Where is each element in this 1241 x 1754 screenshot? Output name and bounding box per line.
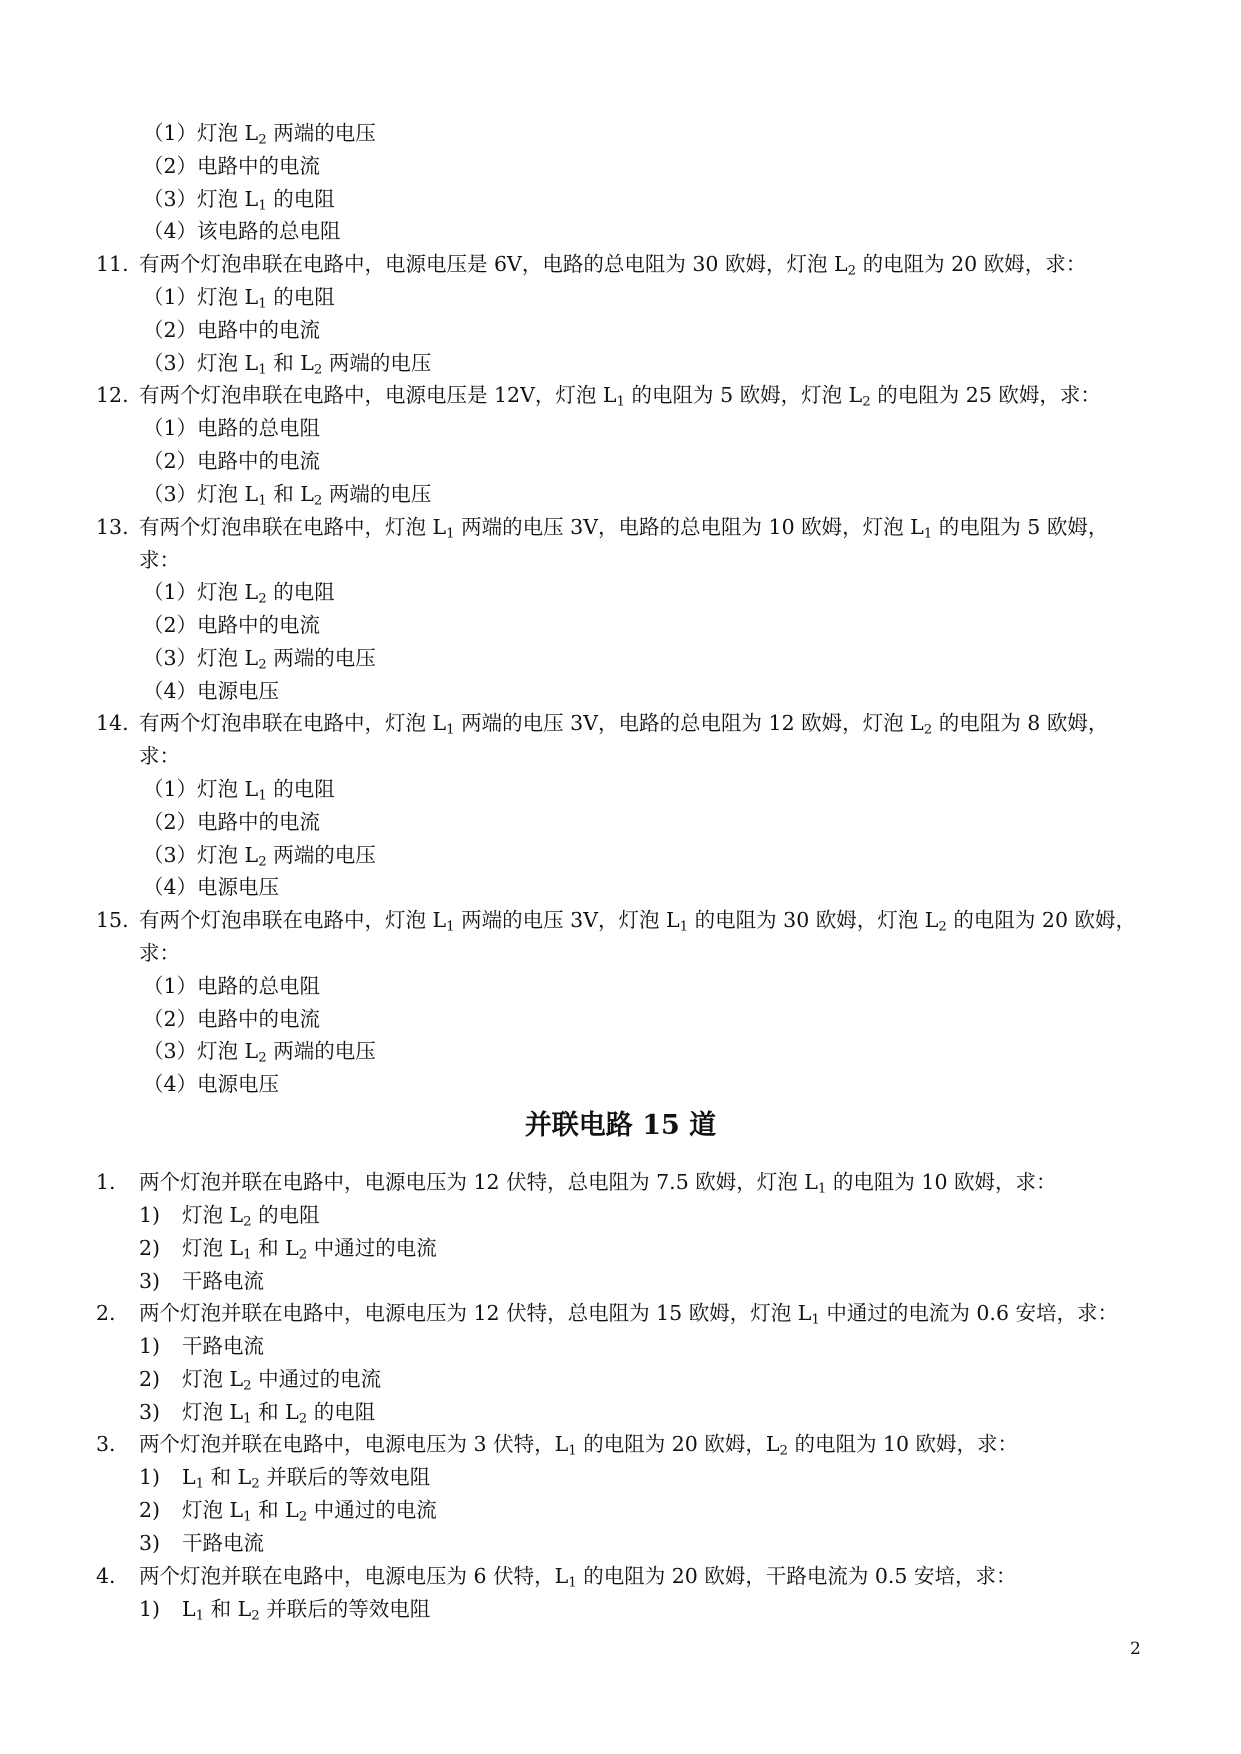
q15-sub-1: （1）电路的总电阻 xyxy=(143,974,321,998)
q12-number: 12. xyxy=(96,383,129,407)
p1-sub-3: 干路电流 xyxy=(182,1269,264,1293)
q15-sub-2: （2）电路中的电流 xyxy=(143,1007,321,1031)
q11-text: 有两个灯泡串联在电路中，电源电压是 6V，电路的总电阻为 30 欧姆，灯泡 $L_2$ 的电阻为 20 欧姆，求： xyxy=(139,252,1087,279)
p3-sub-3-number: 3) xyxy=(139,1531,161,1555)
p2-sub-2: 灯泡 $L_2$ 中通过的电流 xyxy=(182,1367,382,1394)
q10-sub-4: （4）该电路的总电阻 xyxy=(143,219,341,243)
p3-sub-2-number: 2) xyxy=(139,1498,161,1522)
q13-sub-3: （3）灯泡 $L_2$ 两端的电压 xyxy=(143,646,376,673)
q14-sub-1: （1）灯泡 $L_1$ 的电阻 xyxy=(143,777,335,804)
p1-sub-1-number: 1) xyxy=(139,1203,161,1227)
q13-sub-4: （4）电源电压 xyxy=(143,679,280,703)
page-number: 2 xyxy=(1130,1639,1141,1659)
p2-text: 两个灯泡并联在电路中，电源电压为 12 伏特，总电阻为 15 欧姆，灯泡 $L_1$ 中通过的电流为 0.6 安培，求： xyxy=(139,1301,1119,1328)
p1-sub-2-number: 2) xyxy=(139,1236,161,1260)
p2-sub-3: 灯泡 $L_1$ 和 $L_2$ 的电阻 xyxy=(182,1400,376,1427)
p2-sub-1: 干路电流 xyxy=(182,1334,264,1358)
q15-sub-3: （3）灯泡 $L_2$ 两端的电压 xyxy=(143,1039,376,1066)
q14-sub-3: （3）灯泡 $L_2$ 两端的电压 xyxy=(143,843,376,870)
q11-sub-3: （3）灯泡 $L_1$ 和 $L_2$ 两端的电压 xyxy=(143,351,432,378)
p2-sub-1-number: 1) xyxy=(139,1334,161,1358)
q15-text: 有两个灯泡串联在电路中，灯泡 $L_1$ 两端的电压 3V，灯泡 $L_1$ 的电阻为 30 欧姆，灯泡 $L_2$ 的电阻为 20 欧姆， xyxy=(139,908,1137,935)
p2-sub-3-number: 3) xyxy=(139,1400,161,1424)
q12-sub-3: （3）灯泡 $L_1$ 和 $L_2$ 两端的电压 xyxy=(143,482,432,509)
p4-sub-1-number: 1) xyxy=(139,1597,161,1621)
section-heading: 并联电路 15 道 xyxy=(524,1110,717,1141)
p3-number: 3. xyxy=(96,1432,116,1456)
q15-cont: 求： xyxy=(139,941,180,965)
p1-sub-3-number: 3) xyxy=(139,1269,161,1293)
q12-text: 有两个灯泡串联在电路中，电源电压是 12V，灯泡 $L_1$ 的电阻为 5 欧姆，灯泡 $L_2$ 的电阻为 25 欧姆，求： xyxy=(139,383,1101,410)
q15-number: 15. xyxy=(96,908,129,932)
q11-number: 11. xyxy=(96,252,129,276)
q13-number: 13. xyxy=(96,515,129,539)
q11-sub-2: （2）电路中的电流 xyxy=(143,318,321,342)
p3-sub-3: 干路电流 xyxy=(182,1531,264,1555)
q13-sub-2: （2）电路中的电流 xyxy=(143,613,321,637)
q13-cont: 求： xyxy=(139,548,180,572)
q14-sub-4: （4）电源电压 xyxy=(143,875,280,899)
p4-sub-1: $L_1$ 和 $L_2$ 并联后的等效电阻 xyxy=(182,1597,431,1624)
p3-sub-2: 灯泡 $L_1$ 和 $L_2$ 中通过的电流 xyxy=(182,1498,437,1525)
q13-sub-1: （1）灯泡 $L_2$ 的电阻 xyxy=(143,580,335,607)
p1-number: 1. xyxy=(96,1170,116,1194)
p2-number: 2. xyxy=(96,1301,116,1325)
q14-cont: 求： xyxy=(139,744,180,768)
p1-sub-1: 灯泡 $L_2$ 的电阻 xyxy=(182,1203,320,1230)
q14-text: 有两个灯泡串联在电路中，灯泡 $L_1$ 两端的电压 3V，电路的总电阻为 12 欧姆，灯泡 $L_2$ 的电阻为 8 欧姆， xyxy=(139,711,1109,738)
q11-sub-1: （1）灯泡 $L_1$ 的电阻 xyxy=(143,285,335,312)
q10-sub-3: （3）灯泡 $L_1$ 的电阻 xyxy=(143,187,335,214)
q14-number: 14. xyxy=(96,711,129,735)
p3-sub-1-number: 1) xyxy=(139,1465,161,1489)
p4-number: 4. xyxy=(96,1564,116,1588)
q10-sub-1: （1）灯泡 $L_2$ 两端的电压 xyxy=(143,121,376,148)
q12-sub-1: （1）电路的总电阻 xyxy=(143,416,321,440)
p1-sub-2: 灯泡 $L_1$ 和 $L_2$ 中通过的电流 xyxy=(182,1236,437,1263)
q14-sub-2: （2）电路中的电流 xyxy=(143,810,321,834)
q13-text: 有两个灯泡串联在电路中，灯泡 $L_1$ 两端的电压 3V，电路的总电阻为 10 欧姆，灯泡 $L_1$ 的电阻为 5 欧姆， xyxy=(139,515,1109,542)
p4-text: 两个灯泡并联在电路中，电源电压为 6 伏特，$L_1$ 的电阻为 20 欧姆，干路电流为 0.5 安培，求： xyxy=(139,1564,1017,1591)
q12-sub-2: （2）电路中的电流 xyxy=(143,449,321,473)
q10-sub-2: （2）电路中的电流 xyxy=(143,154,321,178)
p2-sub-2-number: 2) xyxy=(139,1367,161,1391)
p3-text: 两个灯泡并联在电路中，电源电压为 3 伏特，$L_1$ 的电阻为 20 欧姆，$L_2$ 的电阻为 10 欧姆，求： xyxy=(139,1432,1019,1459)
p3-sub-1: $L_1$ 和 $L_2$ 并联后的等效电阻 xyxy=(182,1465,431,1492)
q15-sub-4: （4）电源电压 xyxy=(143,1072,280,1096)
p1-text: 两个灯泡并联在电路中，电源电压为 12 伏特，总电阻为 7.5 欧姆，灯泡 $L_1$ 的电阻为 10 欧姆，求： xyxy=(139,1170,1057,1197)
